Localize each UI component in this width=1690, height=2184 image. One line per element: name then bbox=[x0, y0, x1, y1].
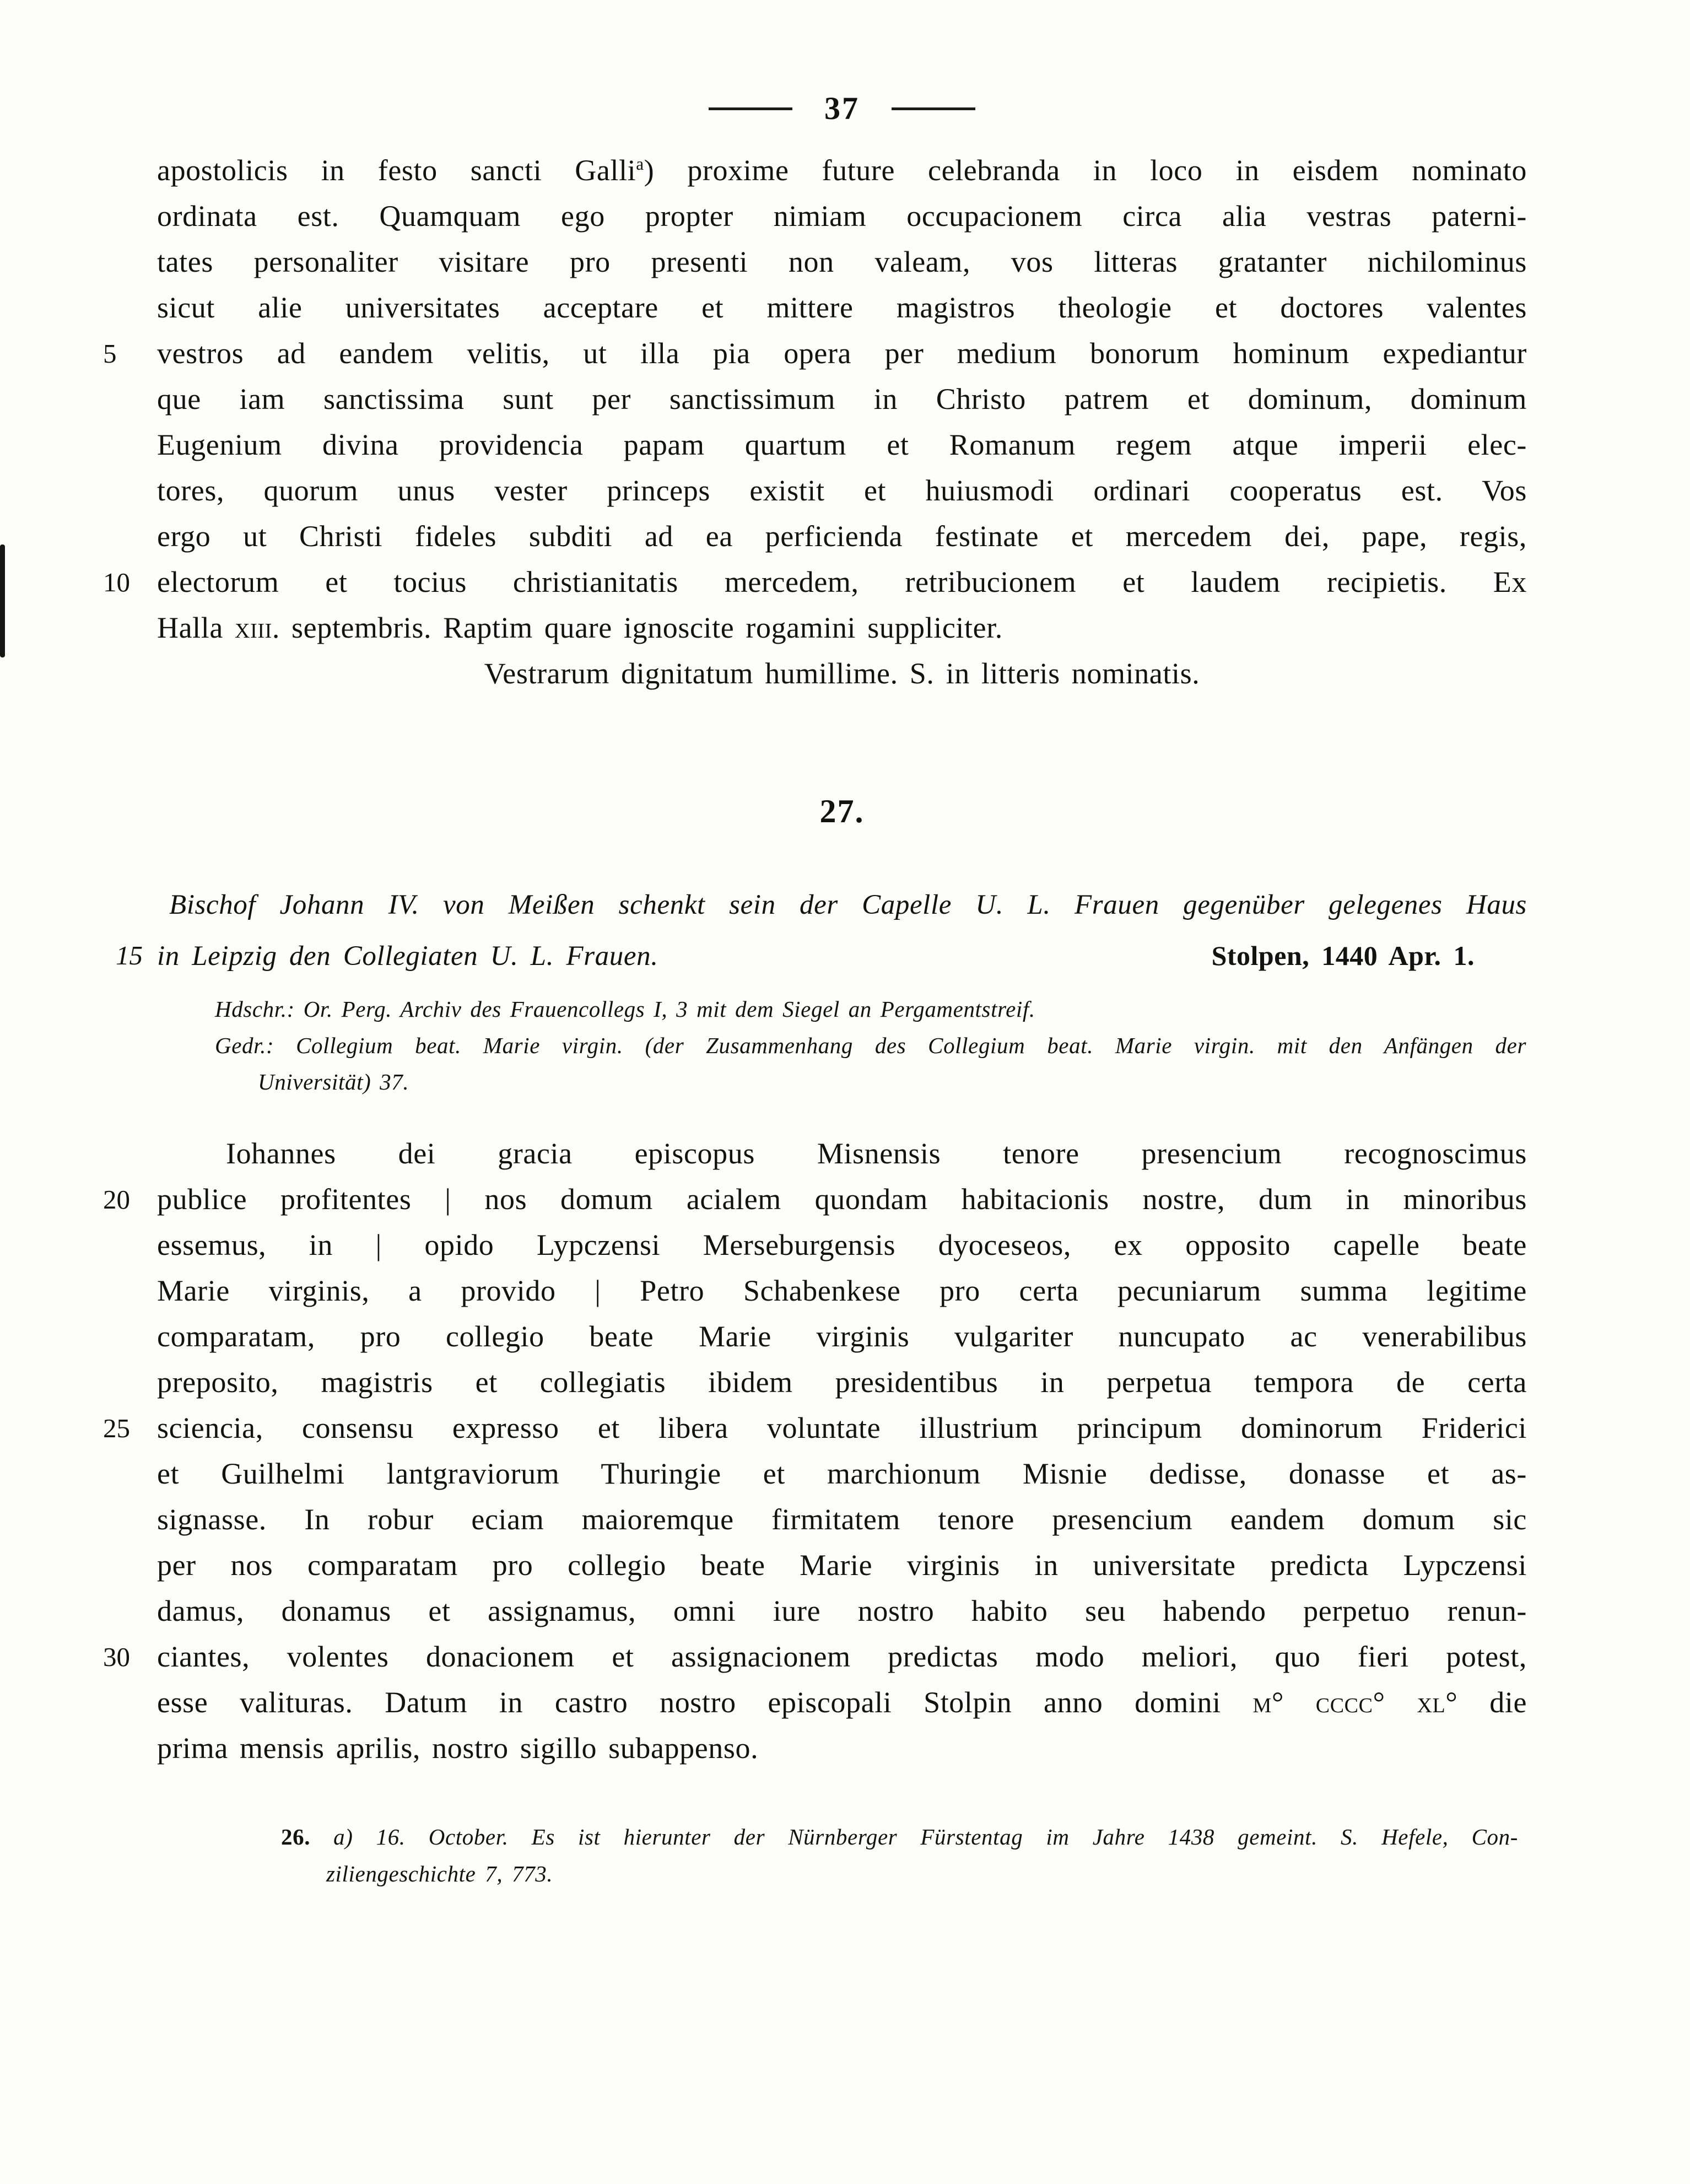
line-text: Halla bbox=[157, 611, 235, 644]
text-line bbox=[157, 1131, 1527, 1177]
line-text: die bbox=[1457, 1686, 1527, 1719]
text-line bbox=[157, 1497, 1527, 1543]
line-text: ordinata est. Quamquam ego propter nimiam occupacionem circa alia vestras paterni- bbox=[157, 199, 1527, 233]
footnote-line-continuation: ziliengeschichte 7, 773. bbox=[326, 1861, 553, 1886]
doc27-source-notes bbox=[215, 991, 1526, 1100]
line-text: Bischof Johann IV. von Meißen schenkt sein der Capelle U. L. Frauen gegenüber gelegenes Haus bbox=[169, 889, 1527, 920]
text-line bbox=[157, 193, 1527, 239]
page-header bbox=[157, 90, 1527, 126]
line-text: tates personaliter visitare pro presenti non valeam, vos litteras gratanter nichilominus bbox=[157, 245, 1527, 278]
margin-line-number: 25 bbox=[103, 1413, 130, 1443]
text-line bbox=[103, 331, 1527, 376]
text-line bbox=[103, 1634, 1527, 1680]
footnote-text: a) 16. October. Es ist hierunter der Nürnberger Fürstentag im Jahre 1438 gemeint. S. Hefele, Con- bbox=[333, 1824, 1518, 1849]
text-line bbox=[157, 1268, 1527, 1314]
margin-line-number: 20 bbox=[103, 1184, 130, 1215]
doc27-number-heading: 27. bbox=[819, 793, 865, 829]
margin-line-number: 15 bbox=[116, 940, 143, 970]
text-line bbox=[157, 1680, 1527, 1725]
hdschr-note: Hdschr.: Or. Perg. Archiv des Frauencollegs I, 3 mit dem Siegel an Pergamentstreif. bbox=[215, 996, 1035, 1022]
line-text: ) proxime future celebranda in loco in eisdem nominato bbox=[644, 154, 1527, 187]
text-line bbox=[103, 1177, 1527, 1222]
gedr-note: Gedr.: Collegium beat. Marie virgin. (der Zusammenhang des Collegium beat. Marie virgin. mit den Anfängen der bbox=[215, 1033, 1526, 1058]
text-line bbox=[157, 468, 1527, 514]
text-line bbox=[157, 605, 1527, 651]
doc27-regest bbox=[116, 880, 1527, 982]
line-text: comparatam, pro collegio beate Marie virginis vulgariter nuncupato ac venerabilibus bbox=[157, 1320, 1527, 1353]
text-line bbox=[157, 1543, 1527, 1588]
footnote-ref-number: 26. bbox=[281, 1824, 311, 1849]
line-text: et Guilhelmi lantgraviorum Thuringie et marchionum Misnie dedisse, donasse et as- bbox=[157, 1457, 1527, 1490]
page-number: 37 bbox=[824, 90, 860, 126]
text-line bbox=[157, 239, 1527, 285]
doc26-text-block bbox=[103, 148, 1527, 697]
line-text: per nos comparatam pro collegio beate Marie virginis in universitate predicta Lypczensi bbox=[157, 1549, 1527, 1582]
margin-line-number: 30 bbox=[103, 1642, 130, 1672]
line-text: Vestrarum dignitatum humillime. S. in litteris nominatis. bbox=[484, 657, 1200, 690]
margin-line-number: 5 bbox=[103, 338, 117, 369]
footnote-block bbox=[281, 1819, 1518, 1892]
line-text: Eugenium divina providencia papam quartum et Romanum regem atque imperii elec- bbox=[157, 428, 1527, 461]
line-text: damus, donamus et assignamus, omni iure nostro habito seu habendo perpetuo renun- bbox=[157, 1594, 1527, 1627]
gedr-note-continuation: Universität) 37. bbox=[258, 1069, 409, 1094]
line-text: apostolicis in festo sancti Galli bbox=[157, 154, 636, 187]
small-caps-year: m° cccc° xl° bbox=[1252, 1686, 1458, 1719]
text-line bbox=[157, 148, 1527, 193]
line-text: . septembris. Raptim quare ignoscite rogamini suppliciter. bbox=[272, 611, 1003, 644]
line-text: ciantes, volentes donacionem et assignacionem predictas modo meliori, quo fieri potest, bbox=[157, 1640, 1527, 1673]
footnote-line bbox=[281, 1819, 1518, 1856]
scan-artifact bbox=[0, 544, 5, 657]
line-text: electorum et tocius christianitatis mercedem, retribucionem et laudem recipietis. Ex bbox=[157, 565, 1527, 598]
text-line bbox=[157, 422, 1527, 468]
text-line bbox=[157, 376, 1527, 422]
header-rule-right bbox=[892, 107, 975, 110]
text-line bbox=[157, 1222, 1527, 1268]
header-rule-left bbox=[709, 107, 792, 110]
line-text: vestros ad eandem velitis, ut illa pia opera per medium bonorum hominum expediantur bbox=[157, 337, 1527, 370]
text-line bbox=[103, 1405, 1527, 1451]
line-text: publice profitentes | nos domum acialem quondam habitacionis nostre, dum in minoribus bbox=[157, 1183, 1527, 1216]
regest-line bbox=[116, 930, 1527, 982]
doc27-text-block bbox=[103, 1131, 1527, 1771]
text-line bbox=[157, 1360, 1527, 1405]
text-line bbox=[157, 1451, 1527, 1497]
regest-line bbox=[157, 880, 1527, 930]
line-text: Iohannes dei gracia episcopus Misnensis tenore presencium recognoscimus bbox=[226, 1137, 1527, 1170]
line-text: sciencia, consensu expresso et libera voluntate illustrium principum dominorum Friderici bbox=[157, 1411, 1527, 1444]
text-line bbox=[157, 1588, 1527, 1634]
text-line bbox=[157, 1314, 1527, 1360]
margin-line-number: 10 bbox=[103, 567, 130, 597]
line-text: Marie virginis, a provido | Petro Schabenkese pro certa pecuniarum summa legitime bbox=[157, 1274, 1527, 1307]
line-text: prima mensis aprilis, nostro sigillo subappenso. bbox=[157, 1732, 759, 1765]
line-text: signasse. In robur eciam maioremque firmitatem tenore presencium eandem domum sic bbox=[157, 1503, 1527, 1536]
line-text: ergo ut Christi fideles subditi ad ea perficienda festinate et mercedem dei, pape, regis, bbox=[157, 520, 1527, 553]
text-line bbox=[157, 1725, 1527, 1771]
footnote-marker: a bbox=[636, 154, 644, 174]
line-text: sicut alie universitates acceptare et mittere magistros theologie et doctores valentes bbox=[157, 291, 1527, 324]
small-caps-numeral: xiii bbox=[235, 611, 272, 644]
line-text: esse valituras. Datum in castro nostro episcopali Stolpin anno domini bbox=[157, 1686, 1253, 1719]
line-text: tores, quorum unus vester princeps existit et huiusmodi ordinari cooperatus est. Vos bbox=[157, 474, 1527, 507]
line-text: essemus, in | opido Lypczensi Merseburgensis dyoceseos, ex opposito capelle beate bbox=[157, 1228, 1527, 1261]
line-text: in Leipzig den Collegiaten U. L. Frauen. bbox=[157, 941, 658, 972]
text-line bbox=[157, 285, 1527, 331]
text-line bbox=[157, 514, 1527, 559]
place-date-line: Stolpen, 1440 Apr. 1. bbox=[1211, 940, 1475, 971]
text-line bbox=[103, 559, 1527, 605]
signature-line bbox=[157, 651, 1527, 697]
line-text: preposito, magistris et collegiatis ibidem presidentibus in perpetua tempora de certa bbox=[157, 1366, 1527, 1399]
line-text: que iam sanctissima sunt per sanctissimum in Christo patrem et dominum, dominum bbox=[157, 382, 1527, 416]
